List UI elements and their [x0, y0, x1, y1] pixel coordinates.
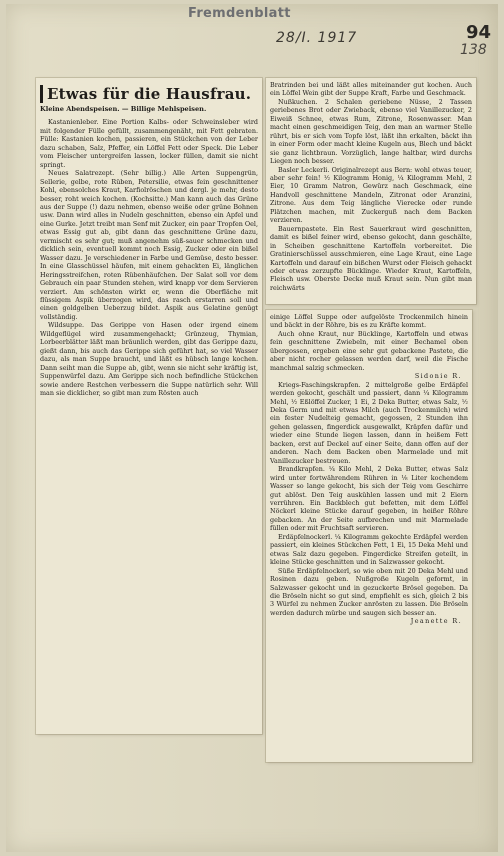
recipe-paragraph: Brandkrapfen. ¼ Kilo Mehl, 2 Deka Butter, etwas Salz wird unter fortwährendem Rühren in ⅛ Liter kochendem Wasser so lange gekocht, bis sich der Teig vom Geschirre gut ablöst. Den Teig auskühlen lassen und mit 2 Eiern verrühren. Ein Backblech gut befetten, mit dem Löffel Nöckerl kleine Stücke darauf gegeben, in heißer Röhre gebacken. An der Seite aufbrechen und mit Marmelade füllen oder mit Fruchtsaft servieren. [270, 465, 468, 533]
article-headline: Etwas für die Hausfrau. [40, 85, 258, 103]
recipe-paragraph: Süße Erdäpfelnockerl, so wie oben mit 20 Deka Mehl und Rosinen dazu geben. Nußgroße Kugeln geformt, in Salzwasser gekocht und in gezuckerte Brösel gegeben. Da die Bröseln nicht so gut sind, empfiehlt es sich, gleich 2 bis 3 Würfel zu nehmen Zucker anrösten zu lassen. Die Bröseln werden dadurch mürbe und saugen sich besser an. [270, 566, 468, 617]
recipe-paragraph: einige Löffel Suppe oder aufgelöste Trockenmilch hinein und bäckt in der Röhre, bis es zu Kräfte kommt. [270, 313, 468, 330]
clipping-column-2 [266, 78, 476, 304]
recipe-paragraph: Auch ohne Kraut, nur Bücklinge, Kartoffeln und etwas fein geschnittene Zwiebeln, mit einer Bechamel oben übergossen, ergeben eine sehr gut gebackene Pastete, die aber nicht rocher gelassen werden darf, weil die Fische manchmal salzig schmecken. [270, 329, 468, 372]
article-subhead: Kleine Abendspeisen. — Billige Mehlspeisen. [40, 105, 207, 113]
author-signature: Jeanette R. [410, 617, 462, 626]
clipping-column-1 [36, 78, 262, 734]
page-number-secondary: 138 [460, 42, 487, 58]
recipe-paragraph: Erdäpfelnockerl. ¼ Kilogramm gekochte Erdäpfel werden passiert, ein kleines Stückchen Fett, 1 Ei, 15 Deka Mehl und etwas Salz dazu gegeben. Fingerdicke Streifen geteilt, in kleine Stücke geschnitten und in Salzwasser gekocht. [270, 532, 468, 567]
newspaper-masthead: Fremdenblatt [188, 6, 291, 21]
recipe-paragraph: Basler Leckerli. Originalrezept aus Bern: wohl etwas teuer, aber sehr fein! ½ Kilogramm Honig, ¼ Kilogramm Mehl, 2 Eier, 10 Gramm Natron, Gewürz nach Geschmack, eine Handvoll geschnittene Mandeln, Zitronat oder Aranzini, Zitrone. Aus dem Teig längliche Vierecke oder runde Plätzchen machen, mit Zuckerguß nach dem Backen verzieren. [270, 165, 472, 225]
recipe-paragraph: Neues Salatrezept. (Sehr billig.) Alle Arten Suppengrün, Sellerie, gelbe, rote Rüben, Petersilie, etwas fein geschnittener Kohl, ebensolches Kraut, Karfiolröschen und dergl. je mehr, desto besser, roht weich kochen. (Kochsitte.) Man kann auch das Grüne aus der Suppe (!) dazu nehmen, ebenso weiße oder grüne Bohnen usw. Dann wird alles in Nudeln geschnitten, ebenso ein Apfel und eine Gurke. Jetzt treibt man Senf mit Zucker, ein paar Tropfen Oel, etwas Essig gut ab, gibt dann das geschnittene Grüne dazu, vermischt es sehr gut; muß angenehm süß-sauer schmecken und dicklich sein, eventuell kommt noch Essig, Zucker oder ein bißel Wasser dazu. Je verschiedener in Farbe und Gemüse, desto besser. In eine Glasschüssel häufen, mit einem gehackten Ei, länglichen Heringsstreifchen, roten Rübenhäufchen. Der Salat soll vor dem Gebrauch ein paar Stunden stehen, wird knapp vor dem Servieren verziert. Am schönsten wirkt er, wenn die Oberfläche mit flüssigem Aspik überzogen wird, das rasch erstarren soll und einen goldgelben Ueberzug bildet. Aspik aus Gelatine genügt vollständig. [40, 169, 258, 321]
recipe-paragraph: Nußkuchen. 2 Schalen geriebene Nüsse, 2 Tassen geriebenes Brot oder Zwieback, ebenso viel Vanillezucker, 2 Eiweiß Schnee, etwas Rum, Zitrone, Rosenwasser. Man macht einen geschmeidigen Teig, den man an warmer Stelle rührt, bis er sich vom Topfe löst, läßt ihn erkalten, bäckt ihn in einer Form oder macht kleine Kugeln aus, Blech und bäckt sie ganz lichtbraun. Vorzüglich, lange haltbar, wird durchs Liegen noch besser. [270, 97, 472, 166]
recipe-paragraph: Bratrinden bei und läßt alles miteinander gut kochen. Auch ein Löffel Wein gibt der Suppe Kraft, Farbe und Geschmack. [270, 81, 472, 98]
recipe-paragraph: Bauernpastete. Ein Rest Sauerkraut wird geschnitten, damit es bißel feiner wird, ebenso gekocht, dann geschälte, in Scheiben geschnittene Kartoffeln vorbereitet. Die Gratinierschüssel ausschmieren, eine Lage Kraut, eine Lage Kartoffeln und darauf ein bißchen Wurst oder Fleisch gehackt oder etwas zerzupfte Bücklinge. Wieder Kraut, Kartoffeln, Fleisch usw. Oberste Decke muß Kraut sein. Nun gibt man reichwärts [270, 224, 472, 292]
author-signature: Sidonie R. [414, 372, 462, 381]
handwritten-date: 28/I. 1917 [276, 30, 358, 46]
page-number: 94 [466, 22, 492, 43]
recipe-paragraph: Wildsuppe. Das Gerippe von Hasen oder irgend einem Wildgeflügel wird zusammengehackt; Grünzeug, Thymian, Lorbeerblätter läßt man bräunlich werden, gibt das Gerippe dazu, gießt dann, bis auch das Gerippe sich geführt hat, so viel Wasser dazu, als man Suppe braucht, und läßt es hübsch lange kochen. Dann seiht man die Suppe ab, gibt, wenn sie nicht sehr kräftig ist, Suppenwürfel dazu. Am Gerippe sich noch befindliche Stückchen sowie andere Restchen verbessern die Suppe natürlich sehr. Will man sie dicklicher, so gibt man zum Rösten auch [40, 321, 258, 397]
recipe-paragraph: Kriegs-Faschingskrapfen. 2 mittelgroße gelbe Erdäpfel werden gekocht, geschält und passiert, dann ¼ Kilogramm Mehl, ½ Eßlöffel Zucker, 1 Ei, 2 Deka Butter, etwas Salz, ½ Deka Germ und mit etwas Milch (auch Trockenmilch) wird ein fester Nudelteig gemacht, gegossen, 2 Stunden ihn gehen gelassen, fingerdick ausgewalkt, Kräpfen dafür und wieder eine Stunde liegen lassen, dann in heißem Fett backen, erst auf Deckel auf einer Seite, dann offen auf der anderen. Nach dem Backen oben Marmelade und mit Vanillezucker bestreuen. [270, 380, 468, 465]
recipe-paragraph: Kastanienleber. Eine Portion Kalbs- oder Schweinsleber wird mit folgender Fülle gefüllt, zusammengenäht, mit Fett gebraten. Fülle: Kastanien kochen, passieren, ein Stückchen von der Leber dazu schaben, Salz, Pfeffer, ein Löffel Fett oder Speck. Die Leber vom Fleischer untergreifen lassen, locker füllen, damit sie nicht springt. [40, 118, 258, 169]
clipping-column-3 [266, 310, 472, 762]
